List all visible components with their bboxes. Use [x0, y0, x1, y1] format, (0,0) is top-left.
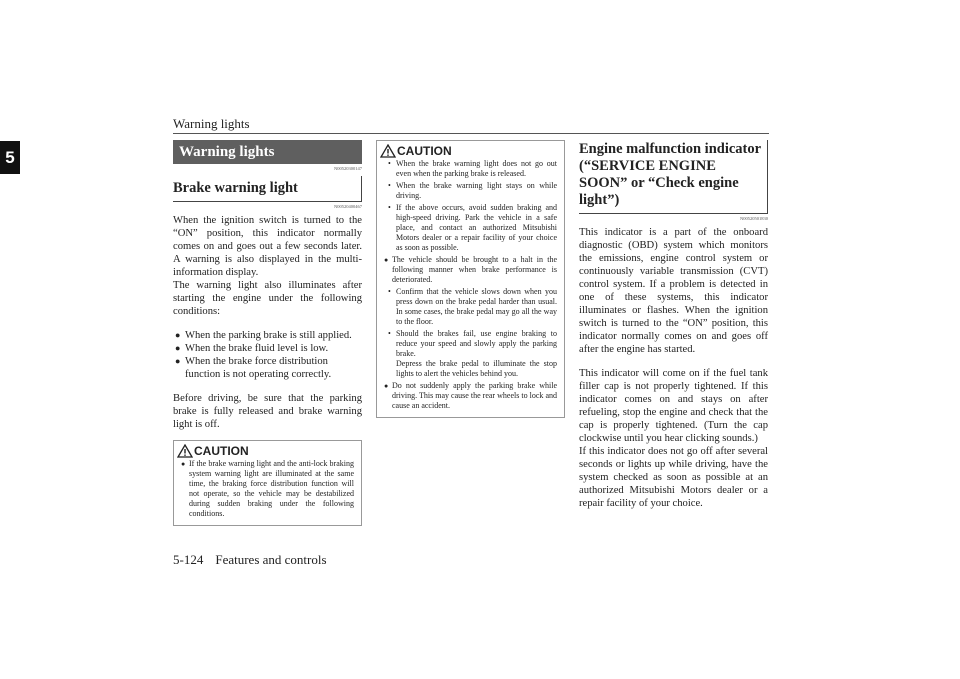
warning-triangle-icon	[177, 444, 193, 458]
bullet-icon: ●	[181, 460, 186, 468]
page-number: 5-124	[173, 552, 204, 567]
warning-triangle-icon	[380, 144, 396, 158]
paragraph: The warning light also illuminates after starting the engine under the following conditions:	[173, 280, 362, 317]
caution-subitem-continued: Depress the brake pedal to illuminate the stop lights to alert the vehicles behind you.	[396, 359, 557, 378]
paragraph: This indicator will come on if the fuel tank filler cap is not properly tightened. If this indicator comes on and stays on after refueling, stop the engine and check that the cap is properly tightened. (Turn the cap clockwise until you hear clicking sounds.)	[579, 368, 768, 444]
bullet-icon: ●	[175, 330, 181, 340]
caution-label: CAUTION	[397, 144, 452, 158]
paragraph: If this indicator does not go off after several seconds or lights up while driving, have the system checked as soon as possible at an authorized Mitsubishi Motors dealer or a repair facility of your choice.	[579, 446, 768, 509]
section-ref-code: N00520300147	[334, 166, 362, 171]
chapter-tab: 5	[0, 141, 20, 174]
topic-ref-code: N00520400467	[334, 204, 362, 209]
condition-list	[173, 329, 362, 381]
paragraph: Before driving, be sure that the parking brake is fully released and brake warning light is off.	[173, 393, 362, 430]
list-item: ● When the brake force distribution function is not operating correctly.	[175, 356, 332, 380]
caution-subitem: • When the brake warning light stays on while driving.	[388, 181, 557, 200]
caution-header	[380, 143, 557, 159]
topic-title-brake-warning: Brake warning light	[173, 176, 362, 202]
page-header-title: Warning lights	[173, 116, 250, 131]
paragraph: When the ignition switch is turned to the “ON” position, this indicator normally comes on and goes out a few seconds later. A warning is also displayed in the multi-information display.	[173, 215, 362, 278]
bullet-icon: ●	[384, 382, 389, 390]
topic-title-engine-malfunction: Engine malfunction indicator (“SERVICE ENGINE SOON” or “Check engine light”)	[579, 140, 768, 214]
section-title: Warning lights	[173, 140, 362, 164]
caution-box	[376, 140, 565, 418]
caution-subitem: • Should the brakes fail, use engine braking to reduce your speed and slowly apply the parking brake.	[388, 329, 557, 358]
caution-label: CAUTION	[194, 444, 249, 458]
column-3	[579, 140, 768, 510]
caution-subitem: • When the brake warning light does not go out even when the parking brake is released.	[388, 159, 557, 178]
bullet-icon: ●	[175, 356, 181, 366]
caution-item: ● If the brake warning light and the anti-lock braking system warning light are illuminated at the same time, the braking force distribution function will not operate, so the vehicle may be destabilized during sudden braking under the following conditions.	[181, 459, 354, 518]
caution-subitem: • Confirm that the vehicle slows down when you press down on the brake pedal harder than usual. In some cases, the brake pedal may go all the way to the floor.	[388, 287, 557, 326]
footer-section: Features and controls	[215, 552, 327, 567]
list-item: ● When the brake fluid level is low.	[175, 343, 329, 354]
header-rule	[173, 133, 769, 134]
caution-item: ● The vehicle should be brought to a halt in the following manner when brake performance is deteriorated.	[384, 255, 557, 284]
column-1	[173, 140, 362, 526]
caution-subitem: • If the above occurs, avoid sudden braking and high-speed driving. Park the vehicle in a safe place, and contact an authorized Mitsubishi Motors dealer or a repair facility of your choice as soon as possible.	[388, 203, 557, 252]
caution-header	[177, 443, 354, 459]
bullet-icon: ●	[384, 256, 389, 264]
column-2	[376, 140, 565, 418]
paragraph: This indicator is a part of the onboard diagnostic (OBD) system which monitors the emissions, engine control system or continuously variable transmission (CVT) control system. If a problem is detected in one of these systems, this indicator illuminates or flashes. When the ignition switch is turned to the “ON” position, this indicator normally comes on and goes off after the engine has started.	[579, 227, 768, 355]
list-item: ● When the parking brake is still applied.	[175, 330, 352, 341]
topic-ref-code: N00520501830	[740, 216, 768, 221]
bullet-icon: ●	[175, 343, 181, 353]
caution-box	[173, 440, 362, 526]
page-footer	[173, 552, 327, 568]
caution-item: ● Do not suddenly apply the parking brake while driving. This may cause the rear wheels to lock and cause an accident.	[384, 381, 557, 410]
